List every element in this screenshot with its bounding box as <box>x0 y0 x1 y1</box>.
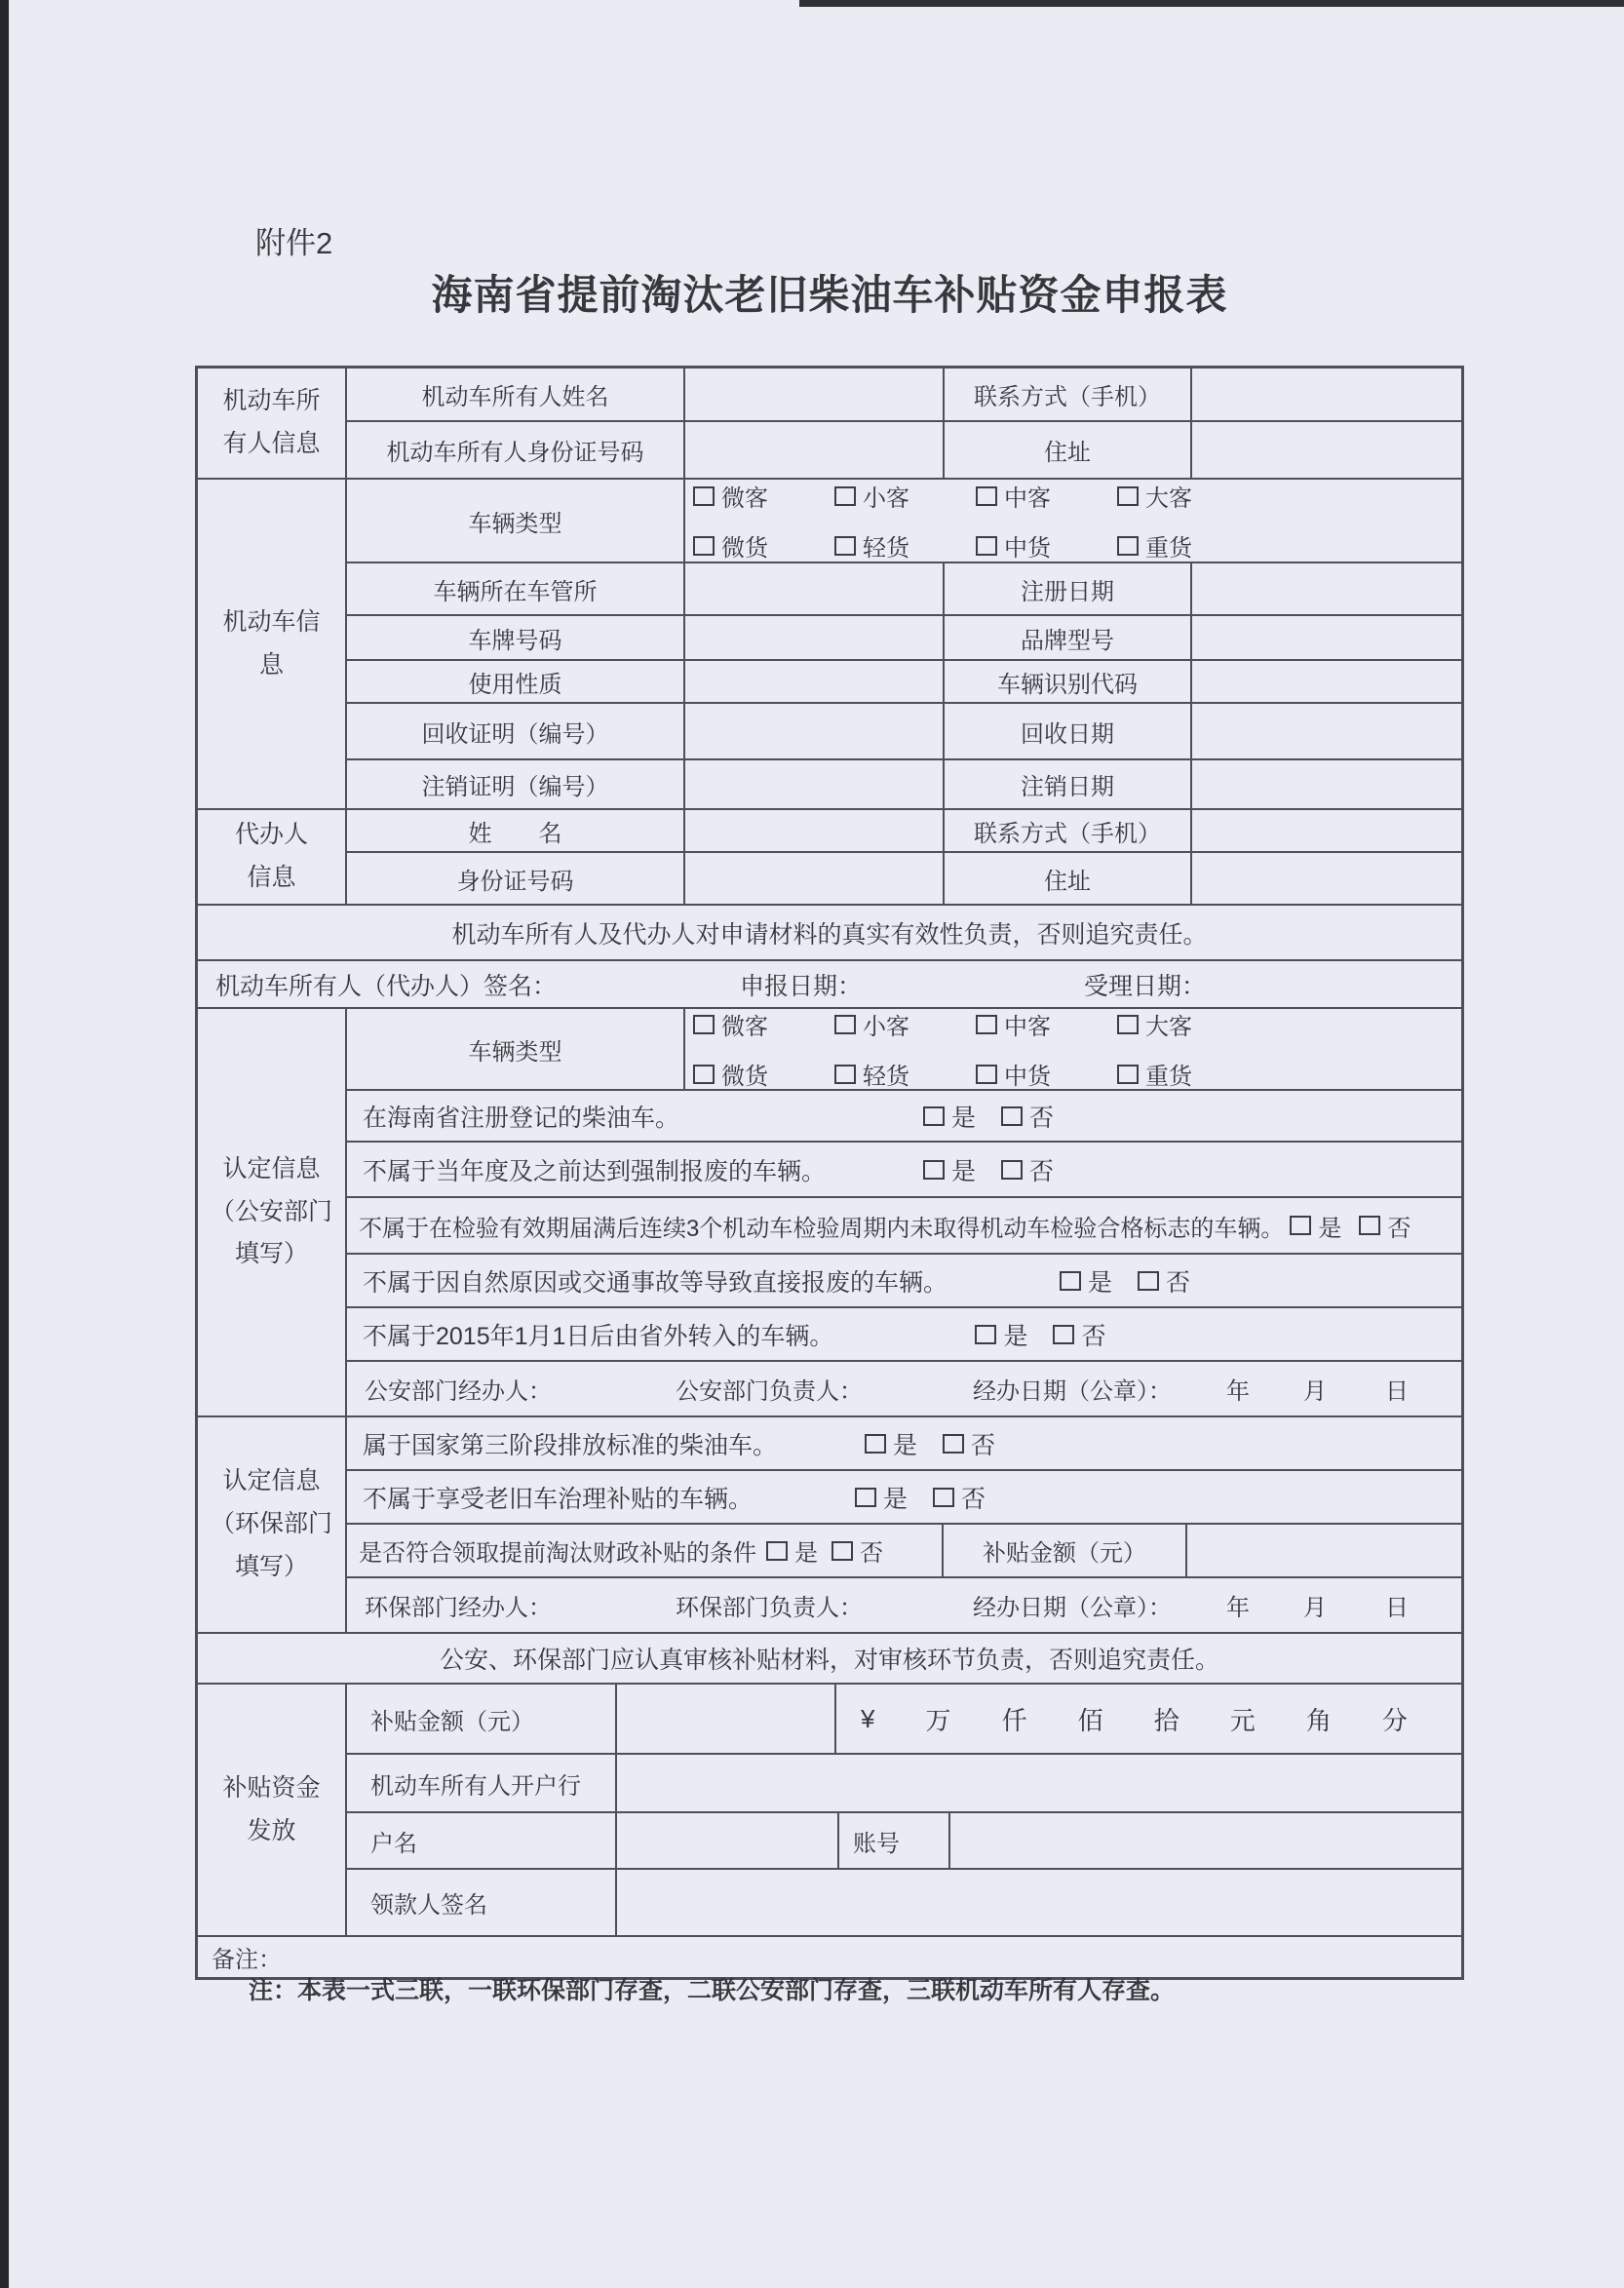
table-row <box>347 760 1461 808</box>
day-label: 日 <box>1385 1595 1409 1621</box>
checkbox-icon <box>834 1065 856 1084</box>
option-line <box>693 479 1461 513</box>
bank-row <box>347 1755 1461 1813</box>
year-label: 年 <box>1226 1378 1250 1405</box>
option <box>693 1007 768 1041</box>
signature-row <box>198 961 1461 1009</box>
statement-row <box>347 1471 1461 1525</box>
statement-text: 不属于享受老旧车治理补贴的车辆。 <box>363 1485 754 1513</box>
no-label: 否 <box>860 1540 883 1567</box>
checkbox-icon <box>693 1015 715 1034</box>
checkbox-icon <box>766 1541 788 1561</box>
table-row <box>347 422 1461 478</box>
option <box>976 1007 1051 1041</box>
option-label: 轻货 <box>863 1064 909 1090</box>
statement-row <box>347 1308 1461 1362</box>
option-label: 重货 <box>1145 535 1192 562</box>
group-label-police <box>198 1009 347 1415</box>
no-label: 否 <box>1166 1268 1191 1297</box>
account-row <box>347 1813 1461 1870</box>
group-label-line: 机动车信 <box>222 607 321 636</box>
yes-no-group <box>865 1426 995 1461</box>
checkbox-icon <box>1290 1216 1311 1235</box>
option-line <box>693 1007 1461 1041</box>
option <box>1117 1007 1192 1041</box>
yes-no-group <box>923 1099 1054 1134</box>
checkbox-icon <box>834 1015 856 1034</box>
currency-units-strip <box>836 1701 1461 1737</box>
owner-name-value <box>685 368 945 420</box>
option <box>976 1057 1051 1091</box>
payee-row <box>347 1870 1461 1935</box>
statement-text: 属于国家第三阶段排放标准的柴油车。 <box>363 1431 778 1459</box>
option <box>1117 479 1192 513</box>
police-chief-label: 公安部门负责人： <box>676 1378 863 1405</box>
option <box>693 479 768 513</box>
vehicle-type-options <box>685 480 1461 562</box>
deregister-cert-value <box>685 760 945 808</box>
attachment-label: 附件2 <box>255 226 333 260</box>
agent-phone-value <box>1192 810 1461 851</box>
yes-label: 是 <box>1318 1215 1342 1242</box>
checkbox-icon <box>834 486 856 506</box>
statement-text: 不属于2015年1月1日后由省外转入的车辆。 <box>363 1322 834 1350</box>
yes-no-group <box>855 1480 986 1515</box>
no-label: 否 <box>961 1485 986 1513</box>
apply-date-label: 申报日期： <box>740 972 863 1000</box>
option-label: 大客 <box>1145 1014 1192 1040</box>
application-form-table <box>195 366 1464 1980</box>
option-label: 中货 <box>1004 1064 1051 1090</box>
checkbox-icon <box>1117 536 1139 556</box>
plate-number-value <box>685 616 945 659</box>
table-row <box>347 563 1461 616</box>
option-line <box>693 1057 1461 1091</box>
no-label: 否 <box>1029 1104 1055 1132</box>
option <box>693 528 768 562</box>
handle-date-label: 经办日期（公章）： <box>973 1378 1172 1405</box>
group-label-line: 认定信息 <box>222 1467 321 1495</box>
checkbox-icon <box>976 486 997 506</box>
option <box>693 1057 768 1091</box>
yes-no-group <box>1290 1209 1411 1243</box>
option <box>834 479 909 513</box>
account-name-value <box>617 1813 839 1868</box>
vehicle-type-label: 车辆类型 <box>347 480 685 562</box>
yes-label: 是 <box>883 1485 909 1513</box>
checkbox-icon <box>976 536 997 556</box>
vehicle-type-label: 车辆类型 <box>347 1009 685 1089</box>
checkbox-icon <box>831 1541 853 1561</box>
option <box>976 528 1051 562</box>
usage-label: 使用性质 <box>347 661 685 702</box>
account-name-label: 户名 <box>347 1813 617 1868</box>
env-chief-label: 环保部门负责人： <box>676 1595 863 1621</box>
vehicle-type-row <box>347 1009 1461 1091</box>
yes-no-group <box>766 1533 883 1568</box>
checkbox-icon <box>834 536 856 556</box>
section-vehicle-info <box>198 480 1461 810</box>
option-label: 中客 <box>1004 1014 1051 1040</box>
owner-phone-label: 联系方式（手机） <box>945 368 1192 420</box>
yes-no-group <box>923 1152 1054 1187</box>
scan-edge-left <box>0 0 9 2288</box>
statement-text: 不属于在检验有效期届满后连续3个机动车检验周期内未取得机动车检验合格标志的车辆。 <box>359 1215 1285 1242</box>
statement-text: 是否符合领取提前淘汰财政补贴的条件 <box>359 1540 756 1567</box>
table-row <box>347 704 1461 760</box>
unit-wan: 万 <box>925 1705 951 1735</box>
checkbox-icon <box>976 1015 997 1034</box>
brand-model-label: 品牌型号 <box>945 616 1192 659</box>
usage-value <box>685 661 945 702</box>
agent-name-value <box>685 810 945 851</box>
bank-value <box>617 1755 1461 1811</box>
unit-yuan: 元 <box>1229 1705 1256 1735</box>
checkbox-icon <box>1117 1015 1139 1034</box>
option <box>1117 1057 1192 1091</box>
yes-label: 是 <box>1003 1322 1028 1350</box>
checkbox-icon <box>923 1160 945 1180</box>
unit-fen: 分 <box>1381 1705 1408 1735</box>
vin-value <box>1192 661 1461 702</box>
brand-model-value <box>1192 616 1461 659</box>
agent-id-value <box>685 853 945 904</box>
recycle-date-value <box>1192 704 1461 758</box>
option <box>834 528 909 562</box>
group-label-line: 息 <box>258 650 284 679</box>
bank-label: 机动车所有人开户行 <box>347 1755 617 1811</box>
subsidy-eligibility-row <box>347 1525 1461 1578</box>
yes-label: 是 <box>951 1104 977 1132</box>
handle-date-label: 经办日期（公章）： <box>973 1595 1172 1621</box>
group-label-line: 发放 <box>247 1816 296 1844</box>
group-label-payment <box>198 1685 347 1935</box>
table-row <box>347 368 1461 422</box>
dmv-office-label: 车辆所在车管所 <box>347 563 685 614</box>
day-label: 日 <box>1385 1378 1409 1405</box>
section-owner-info <box>198 368 1461 480</box>
table-row <box>347 853 1461 904</box>
option <box>834 1007 909 1041</box>
checkbox-icon <box>693 536 715 556</box>
plate-number-label: 车牌号码 <box>347 616 685 659</box>
group-label-vehicle-info <box>198 480 347 808</box>
yes-label: 是 <box>893 1431 918 1459</box>
checkbox-icon <box>855 1488 876 1507</box>
accept-date-label: 受理日期： <box>1084 972 1207 1000</box>
amount-row <box>347 1685 1461 1755</box>
option-label: 大客 <box>1145 485 1192 512</box>
checkbox-icon <box>943 1434 964 1454</box>
recycle-cert-value <box>685 704 945 758</box>
statement-text: 不属于因自然原因或交通事故等导致直接报废的车辆。 <box>363 1268 948 1297</box>
checkbox-icon <box>1053 1325 1074 1344</box>
option-label: 微客 <box>721 1014 768 1040</box>
option-label: 微货 <box>721 535 768 562</box>
amount-value <box>617 1685 836 1753</box>
table-row <box>347 616 1461 661</box>
dmv-office-value <box>685 563 945 614</box>
owner-address-value <box>1192 422 1461 478</box>
agent-name-label: 姓 名 <box>347 810 685 851</box>
yes-label: 是 <box>794 1540 818 1567</box>
checkbox-icon <box>693 1065 715 1084</box>
register-date-value <box>1192 563 1461 614</box>
option-label: 中客 <box>1004 485 1051 512</box>
unit-bai: 佰 <box>1077 1705 1103 1735</box>
group-label-agent-info <box>198 810 347 904</box>
statement-row <box>347 1091 1461 1143</box>
yes-no-group <box>1060 1263 1190 1299</box>
no-label: 否 <box>1387 1215 1411 1242</box>
checkbox-icon <box>693 486 715 506</box>
checkbox-icon <box>1359 1216 1380 1235</box>
checkbox-icon <box>1001 1106 1023 1126</box>
vehicle-type-row <box>347 480 1461 563</box>
year-label: 年 <box>1226 1595 1250 1621</box>
yes-label: 是 <box>951 1157 977 1185</box>
police-handler-label: 公安部门经办人： <box>365 1378 552 1405</box>
amount-label: 补贴金额（元） <box>347 1685 617 1753</box>
group-label-line: 填写） <box>234 1552 308 1580</box>
group-label-line: 有人信息 <box>222 430 321 457</box>
vehicle-type-options <box>685 1009 1461 1089</box>
group-label-line: 补贴资金 <box>222 1773 321 1802</box>
page-title: 海南省提前淘汰老旧柴油车补贴资金申报表 <box>431 272 1228 318</box>
recycle-date-label: 回收日期 <box>945 704 1192 758</box>
checkbox-icon <box>1117 486 1139 506</box>
option-label: 微货 <box>721 1064 768 1090</box>
table-row <box>347 810 1461 853</box>
checkbox-icon <box>933 1488 954 1507</box>
owner-name-label: 机动车所有人姓名 <box>347 368 685 420</box>
group-label-line: （公安部门 <box>210 1197 332 1225</box>
statement-row <box>347 1198 1461 1255</box>
statement-row <box>347 1417 1461 1471</box>
agent-address-label: 住址 <box>945 853 1192 904</box>
unit-shi: 拾 <box>1153 1705 1179 1735</box>
unit-jiao: 角 <box>1305 1705 1332 1735</box>
group-label-line: 认定信息 <box>222 1154 321 1183</box>
statement-text: 在海南省注册登记的柴油车。 <box>363 1104 680 1132</box>
subsidy-amount-value <box>1187 1525 1461 1576</box>
option-label: 小客 <box>863 1014 909 1040</box>
month-label: 月 <box>1303 1595 1327 1621</box>
group-label-line: 信息 <box>247 864 296 891</box>
checkbox-icon <box>1117 1065 1139 1084</box>
owner-id-value <box>685 422 945 478</box>
statement-row <box>347 1255 1461 1308</box>
footnote: 注：本表一式三联，一联环保部门存查，二联公安部门存查，三联机动车所有人存查。 <box>249 1977 1176 2004</box>
section-police-verification <box>198 1009 1461 1417</box>
account-no-value <box>950 1813 1461 1868</box>
checkbox-icon <box>1060 1271 1081 1291</box>
account-no-label: 账号 <box>839 1813 950 1868</box>
agent-id-label: 身份证号码 <box>347 853 685 904</box>
group-label-owner-info <box>198 368 347 478</box>
owner-id-label: 机动车所有人身份证号码 <box>347 422 685 478</box>
statement-row <box>347 1143 1461 1198</box>
env-officer-row <box>347 1578 1461 1632</box>
group-label-line: 机动车所 <box>222 387 321 415</box>
checkbox-icon <box>923 1106 945 1126</box>
no-label: 否 <box>1081 1322 1106 1350</box>
group-label-line: 代办人 <box>234 821 308 849</box>
deregister-cert-label: 注销证明（编号） <box>347 760 685 808</box>
register-date-label: 注册日期 <box>945 563 1192 614</box>
review-declaration-row: 公安、环保部门应认真审核补贴材料，对审核环节负责，否则追究责任。 <box>198 1634 1461 1685</box>
option-label: 微客 <box>721 485 768 512</box>
scan-edge-top <box>799 0 1624 7</box>
env-handler-label: 环保部门经办人： <box>365 1595 552 1621</box>
currency-symbol: ¥ <box>861 1703 875 1733</box>
section-agent-info <box>198 810 1461 906</box>
owner-address-label: 住址 <box>945 422 1192 478</box>
option-label: 重货 <box>1145 1064 1192 1090</box>
group-label-env <box>198 1417 347 1632</box>
checkbox-icon <box>975 1325 996 1344</box>
remark-label: 备注： <box>212 1947 282 1973</box>
declaration-row: 机动车所有人及代办人对申请材料的真实有效性负责，否则追究责任。 <box>198 906 1461 961</box>
table-row <box>347 661 1461 704</box>
subsidy-amount-label: 补贴金额（元） <box>944 1525 1187 1576</box>
agent-phone-label: 联系方式（手机） <box>945 810 1192 851</box>
unit-qian: 仟 <box>1001 1705 1027 1735</box>
section-payment <box>198 1685 1461 1937</box>
payee-sign-label: 领款人签名 <box>347 1870 617 1935</box>
group-label-line: 填写） <box>234 1240 308 1268</box>
option-label: 轻货 <box>863 535 909 562</box>
agent-address-value <box>1192 853 1461 904</box>
option-label: 中货 <box>1004 535 1051 562</box>
month-label: 月 <box>1303 1378 1327 1405</box>
deregister-date-value <box>1192 760 1461 808</box>
checkbox-icon <box>976 1065 997 1084</box>
yes-label: 是 <box>1088 1268 1113 1297</box>
option <box>834 1057 909 1091</box>
statement-text: 不属于当年度及之前达到强制报废的车辆。 <box>363 1157 827 1185</box>
checkbox-icon <box>865 1434 886 1454</box>
police-officer-row <box>347 1362 1461 1415</box>
option <box>976 479 1051 513</box>
option-label: 小客 <box>863 485 909 512</box>
no-label: 否 <box>1029 1157 1055 1185</box>
no-label: 否 <box>971 1431 996 1459</box>
group-label-line: （环保部门 <box>210 1510 332 1538</box>
yes-no-group <box>975 1317 1105 1352</box>
owner-sign-label: 机动车所有人（代办人）签名： <box>215 972 558 1000</box>
payee-sign-value <box>617 1870 1461 1935</box>
checkbox-icon <box>1138 1271 1159 1291</box>
option-line <box>693 528 1461 562</box>
recycle-cert-label: 回收证明（编号） <box>347 704 685 758</box>
owner-phone-value <box>1192 368 1461 420</box>
vin-label: 车辆识别代码 <box>945 661 1192 702</box>
section-env-verification <box>198 1417 1461 1634</box>
option <box>1117 528 1192 562</box>
deregister-date-label: 注销日期 <box>945 760 1192 808</box>
checkbox-icon <box>1001 1160 1023 1180</box>
